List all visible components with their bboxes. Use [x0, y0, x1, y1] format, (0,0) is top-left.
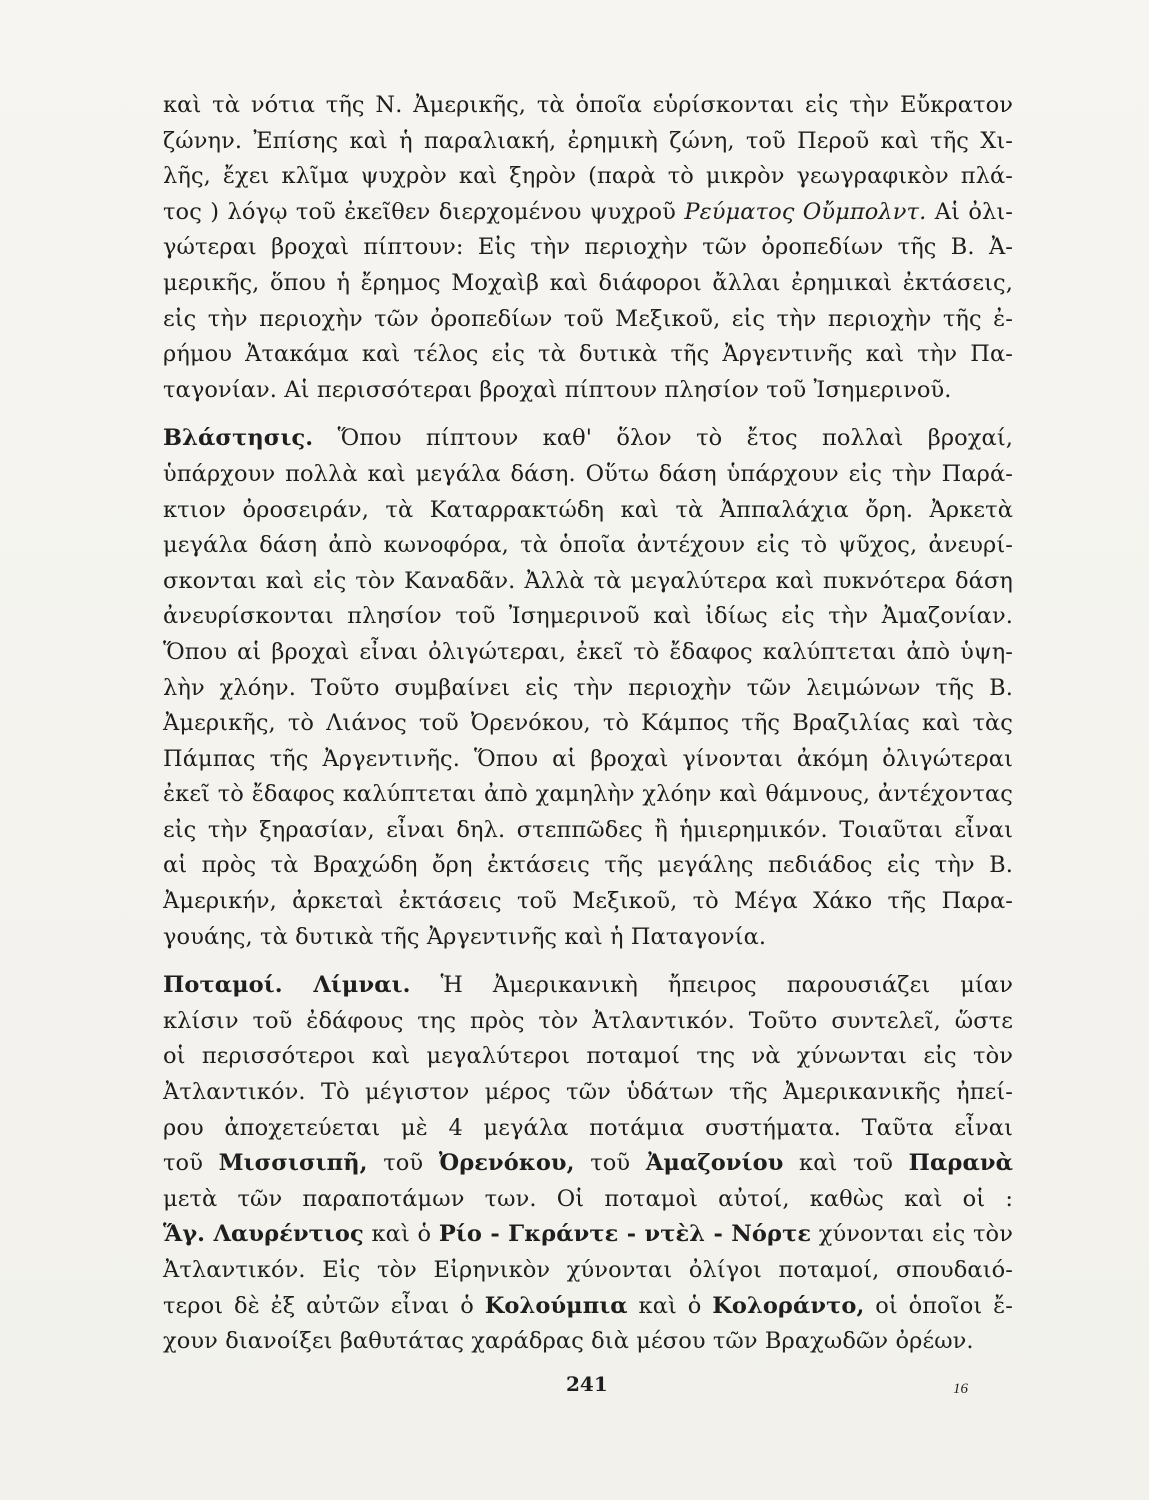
text-line: κτιον ὀροσειράν, τὰ Καταρρακτώδη καὶ τὰ Ἀππαλάχια ὄρη. Ἀρκετὰ — [163, 496, 1013, 523]
river-name: Παρανὰ — [908, 1150, 1014, 1177]
text-line: καὶ τὰ νότια τῆς Ν. Ἀμερικῆς, τὰ ὁποῖα εὑρίσκονται εἰς τὴν Εὔκρατον — [163, 92, 1013, 118]
text-line: μερικῆς, ὅπου ἡ ἔρημος Μοχαὶβ καὶ διάφοροι ἄλλαι ἐρημικαὶ ἐκτάσεις, — [163, 269, 1013, 296]
text-line — [163, 1217, 1013, 1253]
river-name: Ὀρενόκου, — [438, 1150, 575, 1177]
text-line: ταγονίαν. Αἱ περισσότεραι βροχαὶ πίπτουν πλησίον τοῦ Ἰσημερινοῦ. — [163, 376, 952, 403]
river-name: Ρίο - Γκράντε - ντὲλ - Νόρτε — [438, 1221, 812, 1248]
text-line: χουν διανοίξει βαθυτάτας χαράδρας διὰ μέσου τῶν Βραχωδῶν ὀρέων. — [163, 1328, 974, 1355]
text-line: γουάης, τὰ δυτικὰ τῆς Ἀργεντινῆς καὶ ἡ Παταγονία. — [163, 923, 767, 950]
text-segment: οἱ ὁποῖοι ἔ- — [875, 1292, 1013, 1319]
text-line — [163, 1146, 1013, 1182]
river-name: Κολοράντο, — [712, 1292, 865, 1319]
river-name: Ἀμαζονίου — [645, 1150, 784, 1177]
signature-mark: 16 — [953, 1381, 968, 1397]
text-line: εἰς τὴν περιοχὴν τῶν ὀροπεδίων τοῦ Μεξικοῦ, εἰς τὴν περιοχὴν τῆς ἐ- — [163, 305, 1013, 332]
text-line: ὑπάρχουν πολλὰ καὶ μεγάλα δάση. Οὕτω δάση ὑπάρχουν εἰς τὴν Παρά- — [163, 460, 1013, 487]
text-line: Ἀμερικήν, ἀρκεταὶ ἐκτάσεις τοῦ Μεξικοῦ, τὸ Μέγα Χάκο τῆς Παρα- — [163, 888, 1013, 915]
text-line: ζώνην. Ἐπίσης καὶ ἡ παραλιακή, ἐρημικὴ ζώνη, τοῦ Περοῦ καὶ τῆς Χι- — [163, 127, 1013, 154]
river-name: Ἅγ. Λαυρέντιος — [163, 1221, 364, 1248]
text-segment: τεροι δὲ ἐξ αὐτῶν εἶναι ὁ — [163, 1292, 474, 1319]
text-line: λῆς, ἔχει κλῖμα ψυχρὸν καὶ ξηρὸν (παρὰ τὸ μικρὸν γεωγραφικὸν πλά- — [163, 163, 1013, 190]
river-name: Κολούμπια — [484, 1292, 628, 1319]
text-line — [163, 968, 1013, 1004]
river-name: Μισσισιπῆ, — [218, 1150, 368, 1177]
text-line: Πάμπας τῆς Ἀργεντινῆς. Ὅπου αἱ βροχαὶ γίνονται ἀκόμη ὀλιγώτεραι — [163, 745, 1013, 772]
text-segment: καὶ ὁ — [638, 1292, 702, 1319]
text-segment: χύνονται εἰς τὸν — [818, 1221, 1013, 1248]
text-line: Ἀμερικῆς, τὸ Λιάνος τοῦ Ὀρενόκου, τὸ Κάμπος τῆς Βραζιλίας καὶ τὰς — [163, 710, 1013, 737]
text-line: εἰς τὴν ξηρασίαν, εἶναι δηλ. στεππῶδες ἢ ἡμιερημικόν. Τοιαῦται εἶναι — [163, 816, 1013, 843]
text-line: μετὰ τῶν παραποτάμων των. Οἱ ποταμοὶ αὐτοί, καθὼς καὶ οἱ : — [163, 1185, 1013, 1212]
text-line: ἐκεῖ τὸ ἔδαφος καλύπτεται ἀπὸ χαμηλὴν χλόην καὶ θάμνους, ἀντέχοντας — [163, 781, 1013, 808]
text-line: λὴν χλόην. Τοῦτο συμβαίνει εἰς τὴν περιοχὴν τῶν λειμώνων τῆς Β. — [163, 674, 1013, 701]
text-line — [163, 1289, 1013, 1325]
text-line: Ἀτλαντικόν. Εἰς τὸν Εἰρηνικὸν χύνονται ὀλίγοι ποταμοί, σπουδαιό- — [163, 1257, 1013, 1283]
text-line — [163, 421, 1013, 457]
text-line: σκονται καὶ εἰς τὸν Καναδᾶν. Ἀλλὰ τὰ μεγαλύτερα καὶ πυκνότερα δάση — [163, 567, 1013, 594]
text-line: αἱ πρὸς τὰ Βραχώδη ὄρη ἐκτάσεις τῆς μεγάλης πεδιάδος εἰς τὴν Β. — [163, 852, 1013, 879]
text-segment: καὶ τοῦ — [799, 1150, 894, 1177]
text-segment: τοῦ — [163, 1150, 203, 1177]
text-segment: τοῦ — [590, 1150, 631, 1177]
text-line: κλίσιν τοῦ ἐδάφους της πρὸς τὸν Ἀτλαντικόν. Τοῦτο συντελεῖ, ὥστε — [163, 1007, 1013, 1034]
text-line: ρήμου Ἀτακάμα καὶ τέλος εἰς τὰ δυτικὰ τῆς Ἀργεντινῆς καὶ τὴν Πα- — [163, 341, 1013, 368]
text-line — [163, 195, 1013, 231]
body-text — [163, 88, 1013, 1360]
paragraph-gap — [163, 408, 1013, 421]
text-segment: Αἱ ὀλι- — [934, 198, 1013, 225]
text-segment: Ὅπου πίπτουν καθ' ὅλον τὸ ἔτος πολλαὶ βροχαί, — [337, 425, 1013, 452]
section-heading-vegetation: Βλάστησις. — [163, 425, 314, 452]
text-line: ρου ἀποχετεύεται μὲ 4 μεγάλα ποτάμια συστήματα. Ταῦτα εἶναι — [163, 1114, 1013, 1141]
section-heading-rivers-lakes: Ποταμοί. Λίμναι. — [163, 972, 411, 999]
paragraph-gap — [163, 955, 1013, 968]
text-segment: Ἡ Ἀμερικανικὴ ἤπειρος παρουσιάζει μίαν — [440, 972, 1013, 999]
text-line: Ὅπου αἱ βροχαὶ εἶναι ὀλιγώτεραι, ἐκεῖ τὸ ἔδαφος καλύπτεται ἀπὸ ὑψη- — [163, 638, 1013, 665]
text-line: Ἀτλαντικόν. Τὸ μέγιστον μέρος τῶν ὑδάτων τῆς Ἀμερικανικῆς ἠπεί- — [163, 1079, 1013, 1106]
current-name: Ρεύματος Οὔμπολντ. — [684, 198, 927, 225]
text-line: μεγάλα δάση ἀπὸ κωνοφόρα, τὰ ὁποῖα ἀντέχουν εἰς τὸ ψῦχος, ἀνευρί- — [163, 532, 1013, 559]
text-line: οἱ περισσότεροι καὶ μεγαλύτεροι ποταμοί της νὰ χύνωνται εἰς τὸν — [163, 1043, 1013, 1070]
text-line: ἀνευρίσκονται πλησίον τοῦ Ἰσημερινοῦ καὶ ἰδίως εἰς τὴν Ἀμαζονίαν. — [163, 603, 1013, 630]
text-line: γώτεραι βροχαὶ πίπτουν: Εἰς τὴν περιοχὴν τῶν ὀροπεδίων τῆς Β. Ἀ- — [163, 234, 1013, 261]
page-number: 241 — [566, 1372, 608, 1396]
text-segment: τος ) λόγῳ τοῦ ἐκεῖθεν διερχομένου ψυχροῦ — [163, 198, 676, 225]
text-segment: τοῦ — [383, 1150, 424, 1177]
text-segment: καὶ ὁ — [371, 1221, 432, 1248]
